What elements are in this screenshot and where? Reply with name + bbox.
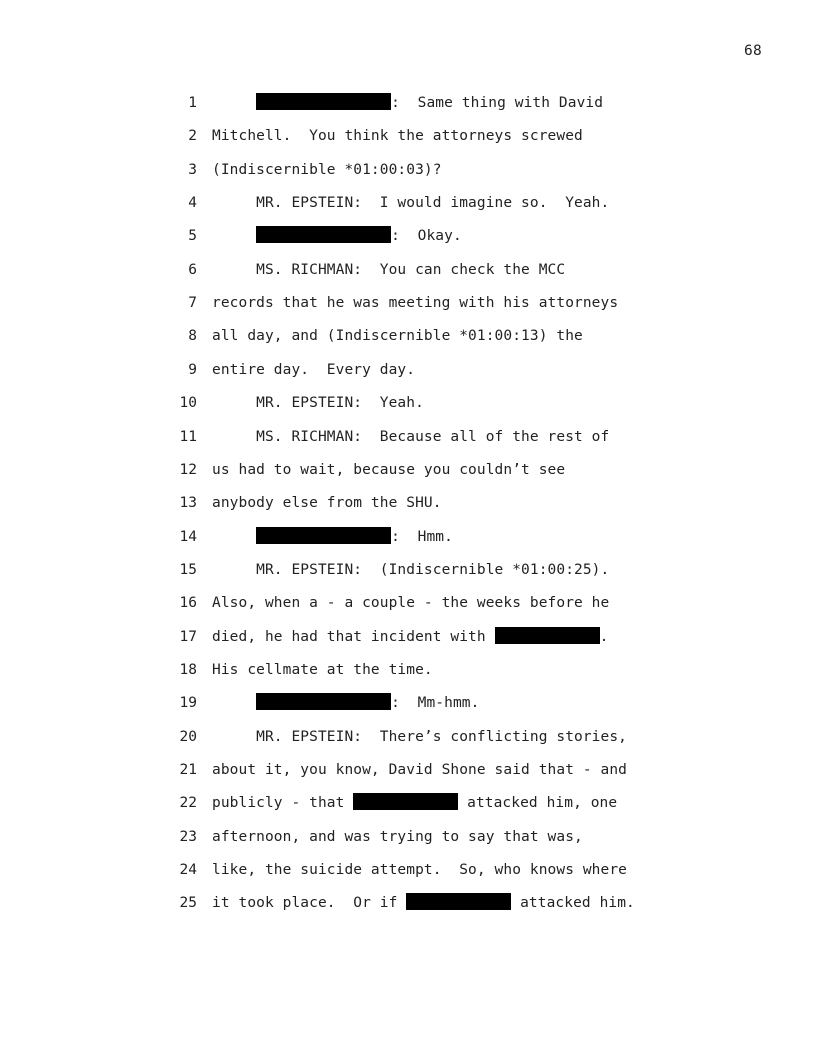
transcript-line xyxy=(0,525,816,549)
line-text-segment: His cellmate at the time. xyxy=(212,662,433,678)
transcript-line xyxy=(0,591,816,615)
line-text-segment: : Mm-hmm. xyxy=(391,695,480,711)
redaction-box xyxy=(256,226,391,243)
line-text-segment: all day, and (Indiscernible *01:00:13) the xyxy=(212,328,583,344)
transcript-line xyxy=(0,491,816,515)
line-text-segment: MR. EPSTEIN: Yeah. xyxy=(212,395,424,411)
line-number: 13 xyxy=(179,495,197,511)
transcript-line xyxy=(0,291,816,315)
transcript-line xyxy=(0,758,816,782)
line-number: 19 xyxy=(179,695,197,711)
transcript-line xyxy=(0,458,816,482)
line-number: 3 xyxy=(188,162,197,178)
line-number: 7 xyxy=(188,295,197,311)
line-text xyxy=(212,825,583,849)
line-text xyxy=(212,291,618,315)
line-text-segment: MR. EPSTEIN: (Indiscernible *01:00:25). xyxy=(212,562,610,578)
transcript-line xyxy=(0,91,816,115)
line-text-segment: about it, you know, David Shone said that - and xyxy=(212,762,627,778)
line-text xyxy=(212,124,583,148)
line-text xyxy=(212,758,627,782)
line-text-segment: it took place. Or if xyxy=(212,895,407,911)
line-number: 22 xyxy=(179,795,197,811)
transcript-line xyxy=(0,691,816,715)
line-text-segment: records that he was meeting with his attorneys xyxy=(212,295,619,311)
line-number: 9 xyxy=(188,362,197,378)
transcript-line xyxy=(0,324,816,348)
line-text xyxy=(212,658,433,682)
line-text-segment: anybody else from the SHU. xyxy=(212,495,442,511)
transcript-line xyxy=(0,858,816,882)
line-text xyxy=(212,691,479,715)
line-text-segment: died, he had that incident with xyxy=(212,629,495,645)
line-text xyxy=(212,324,583,348)
line-text xyxy=(212,425,609,449)
transcript-line xyxy=(0,358,816,382)
line-number: 25 xyxy=(179,895,197,911)
line-text-segment: attacked him, one xyxy=(458,795,618,811)
line-text-segment: MS. RICHMAN: You can check the MCC xyxy=(212,262,566,278)
line-number: 5 xyxy=(188,228,197,244)
line-text-segment: : Okay. xyxy=(391,228,462,244)
line-text xyxy=(212,858,627,882)
line-text-segment xyxy=(212,695,256,711)
line-number: 1 xyxy=(188,95,197,111)
transcript-line xyxy=(0,725,816,749)
line-text xyxy=(212,891,635,915)
redaction-box xyxy=(406,893,511,910)
line-text-segment: like, the suicide attempt. So, who knows where xyxy=(212,862,627,878)
transcript-line xyxy=(0,224,816,248)
line-text xyxy=(212,791,617,815)
line-text-segment: Mitchell. You think the attorneys screwed xyxy=(212,128,583,144)
line-number: 2 xyxy=(188,128,197,144)
transcript-line xyxy=(0,825,816,849)
line-number: 11 xyxy=(179,429,197,445)
line-text-segment: MR. EPSTEIN: There’s conflicting stories, xyxy=(212,729,627,745)
transcript-line xyxy=(0,258,816,282)
transcript-line xyxy=(0,158,816,182)
line-text xyxy=(212,91,603,115)
line-text xyxy=(212,625,608,649)
line-text-segment: : Same thing with David xyxy=(391,95,604,111)
line-text-segment: MR. EPSTEIN: I would imagine so. Yeah. xyxy=(212,195,610,211)
line-number: 8 xyxy=(188,328,197,344)
redaction-box xyxy=(256,693,391,710)
line-text-segment xyxy=(212,95,256,111)
line-number: 15 xyxy=(179,562,197,578)
transcript-line xyxy=(0,558,816,582)
transcript-line xyxy=(0,124,816,148)
line-number: 17 xyxy=(179,629,197,645)
transcript-line xyxy=(0,791,816,815)
line-text-segment: (Indiscernible *01:00:03)? xyxy=(212,162,442,178)
line-number: 14 xyxy=(179,529,197,545)
line-number: 6 xyxy=(188,262,197,278)
line-number: 21 xyxy=(179,762,197,778)
line-number: 10 xyxy=(179,395,197,411)
line-text xyxy=(212,258,565,282)
line-text-segment: afternoon, and was trying to say that was, xyxy=(212,829,583,845)
line-text-segment: . xyxy=(599,629,609,645)
transcript-line xyxy=(0,191,816,215)
line-text xyxy=(212,224,462,248)
transcript-line xyxy=(0,625,816,649)
line-text xyxy=(212,458,565,482)
line-number: 12 xyxy=(179,462,197,478)
line-text-segment: us had to wait, because you couldn’t see xyxy=(212,462,566,478)
line-text xyxy=(212,391,424,415)
line-text-segment: attacked him. xyxy=(511,895,635,911)
redaction-box xyxy=(353,793,458,810)
line-text xyxy=(212,191,609,215)
line-text xyxy=(212,158,442,182)
line-text xyxy=(212,358,415,382)
line-text-segment: entire day. Every day. xyxy=(212,362,416,378)
transcript-line xyxy=(0,425,816,449)
line-text-segment: Also, when a - a couple - the weeks before he xyxy=(212,595,610,611)
transcript-line xyxy=(0,891,816,915)
redaction-box xyxy=(256,93,391,110)
line-text-segment: MS. RICHMAN: Because all of the rest of xyxy=(212,429,610,445)
redaction-box xyxy=(495,627,600,644)
line-text-segment xyxy=(212,529,256,545)
page-number: 68 xyxy=(743,43,762,59)
line-text xyxy=(212,525,453,549)
redaction-box xyxy=(256,527,391,544)
line-text-segment: publicly - that xyxy=(212,795,354,811)
line-text xyxy=(212,591,609,615)
transcript-line xyxy=(0,391,816,415)
line-number: 16 xyxy=(179,595,197,611)
line-text xyxy=(212,491,442,515)
line-number: 18 xyxy=(179,662,197,678)
line-text xyxy=(212,558,609,582)
line-text-segment xyxy=(212,228,256,244)
transcript-line xyxy=(0,658,816,682)
line-number: 24 xyxy=(179,862,197,878)
line-number: 4 xyxy=(188,195,197,211)
line-number: 20 xyxy=(179,729,197,745)
line-number: 23 xyxy=(179,829,197,845)
line-text xyxy=(212,725,627,749)
line-text-segment: : Hmm. xyxy=(391,529,453,545)
